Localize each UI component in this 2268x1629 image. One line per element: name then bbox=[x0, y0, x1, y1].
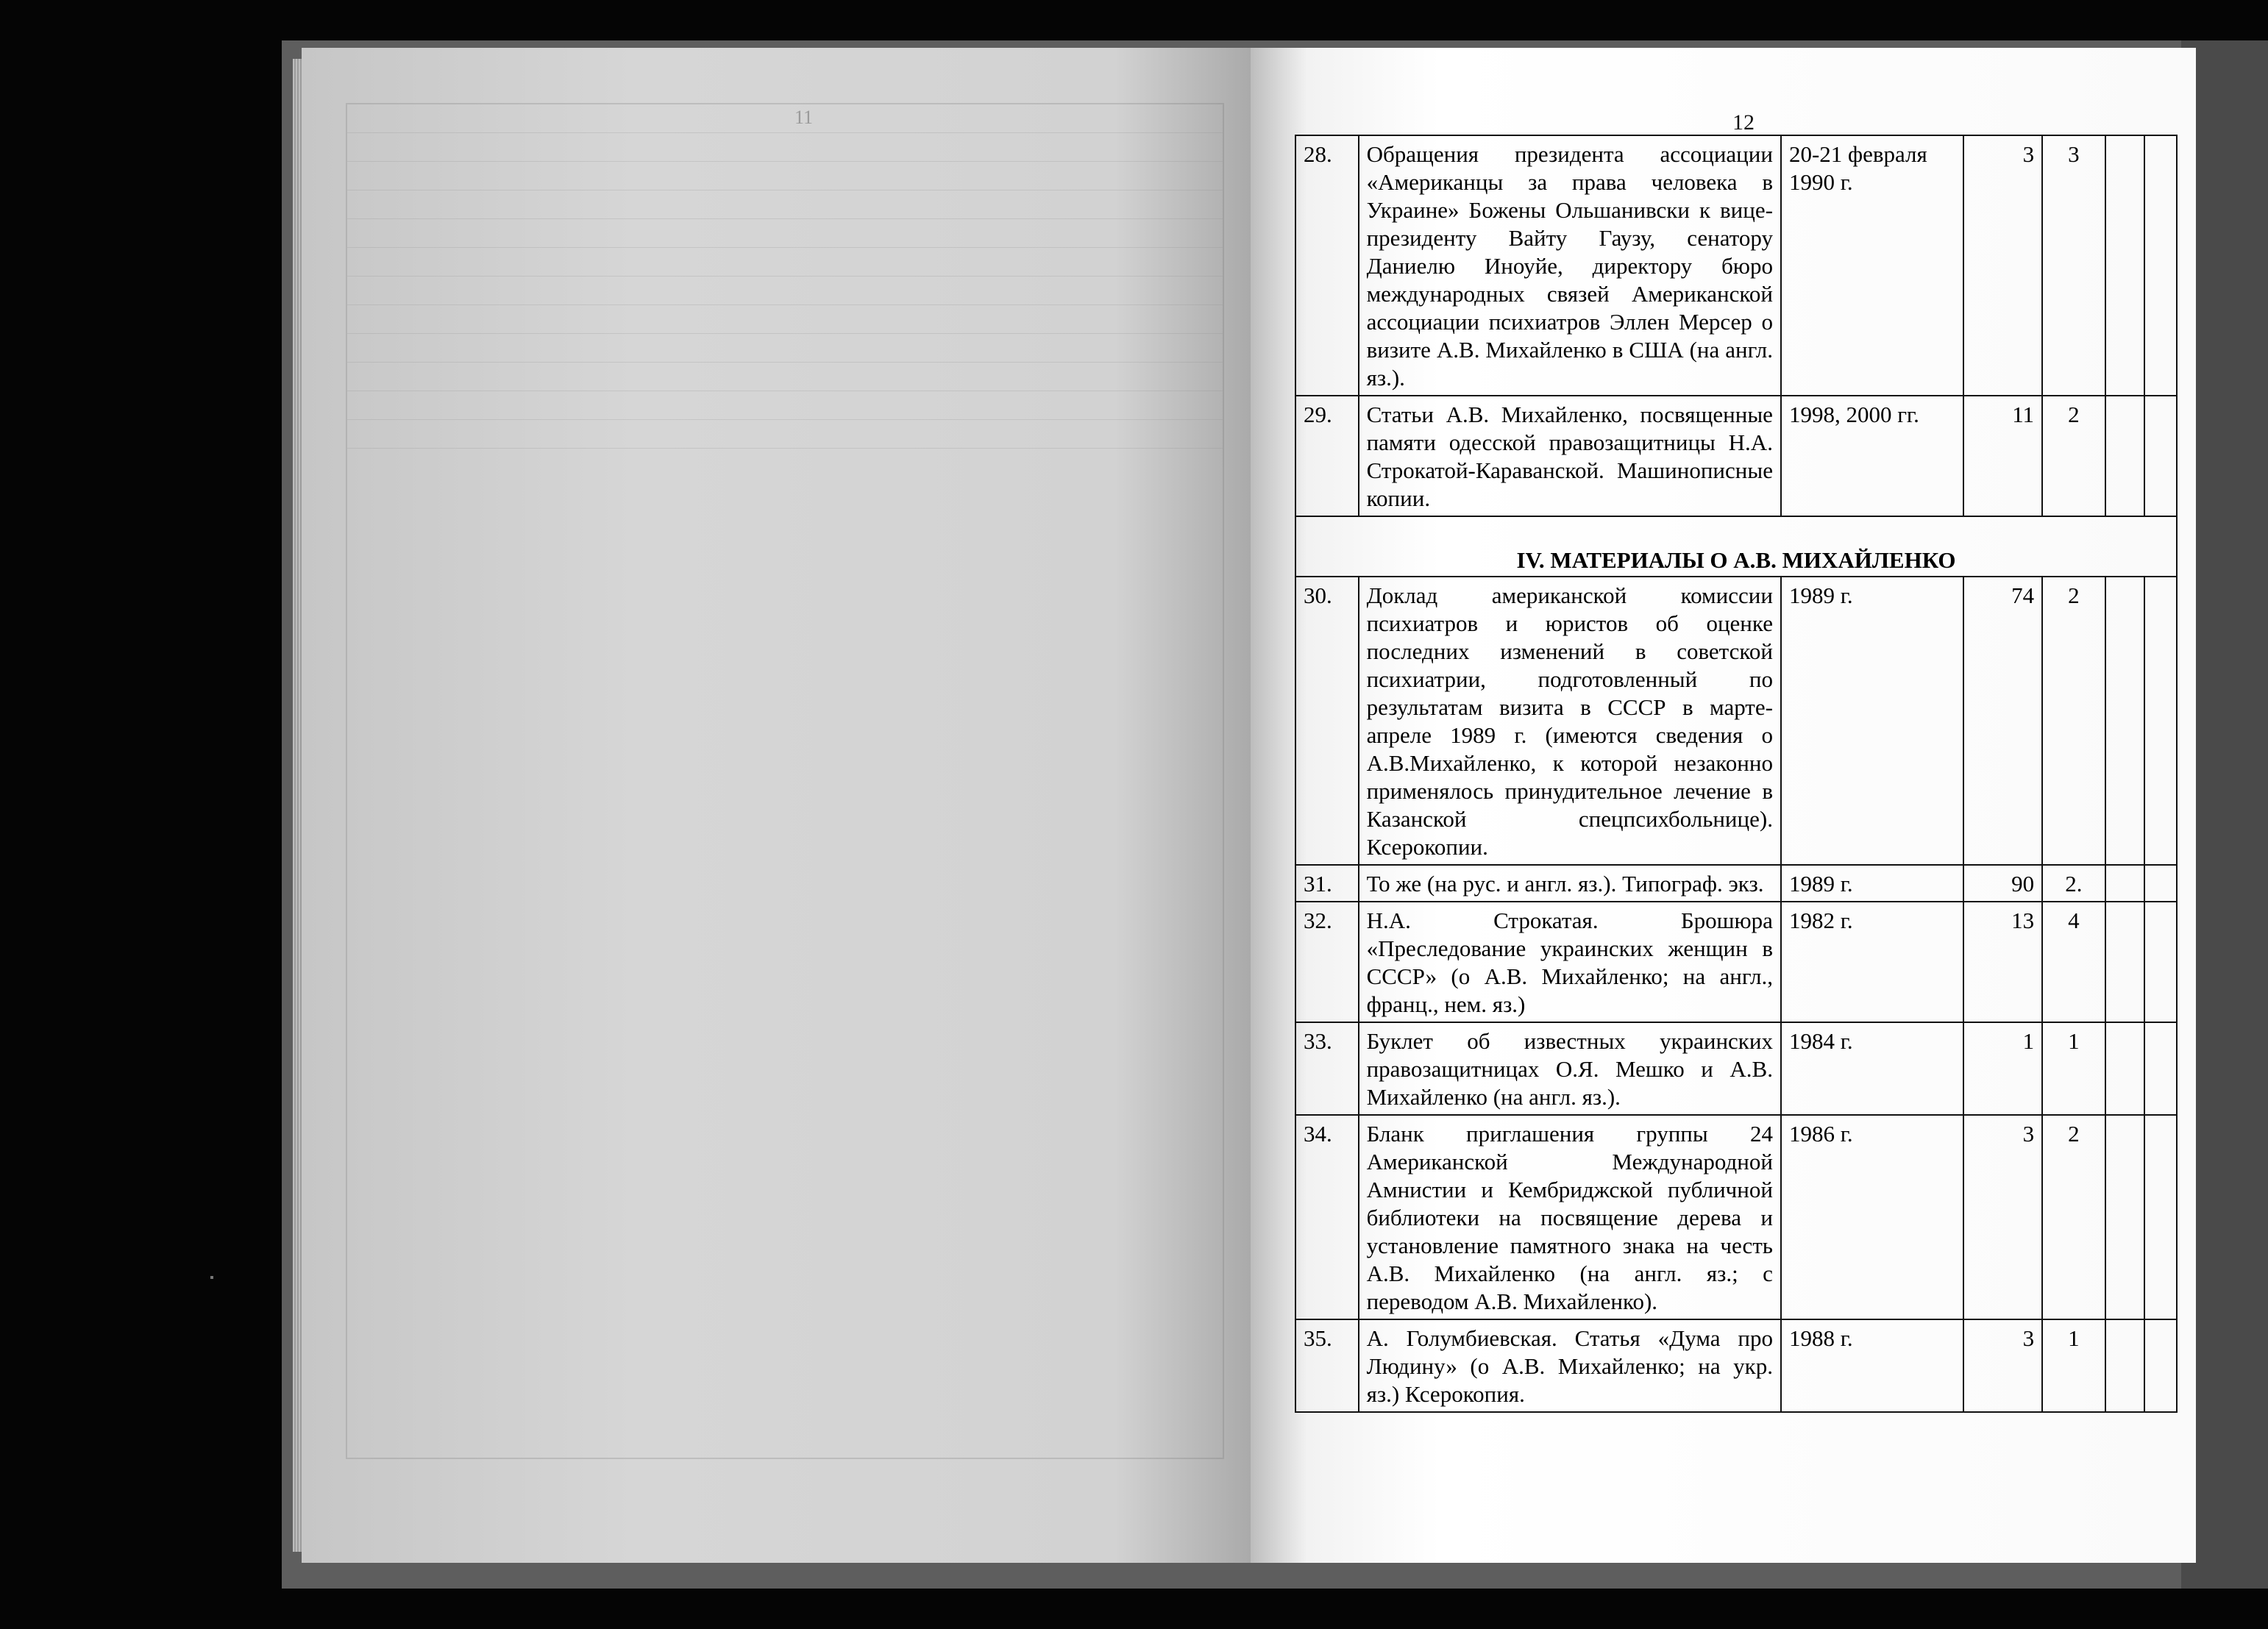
row-title: А. Голумбиевская. Статья «Дума про Людину» (о А.В. Михайленко; на укр. яз.) Ксерокопия. bbox=[1359, 1319, 1781, 1412]
row-number: 33. bbox=[1295, 1022, 1359, 1115]
row-title: Бланк приглашения группы 24 Американской Международной Амнистии и Кембриджской публичной библиотеки на посвящение дерева и установление памятного знака на честь А.В. Михайленко (на англ. яз.; с переводом А.В. Михайленко). bbox=[1359, 1115, 1781, 1319]
inventory-table bbox=[1295, 135, 2178, 1413]
row-empty-cell bbox=[2144, 865, 2177, 902]
section-heading: IV. МАТЕРИАЛЫ О А.В. МИХАЙЛЕНКО bbox=[1295, 516, 2177, 577]
row-title: Доклад американской комиссии психиатров и юристов об оценке последних изменений в советской психиатрии, подготовленный по результатам визита в СССР в марте-апреле 1989 г. (имеются сведения о А.В.Михайленко, к которой незаконно применялось принудительное лечение в Казанской спецпсихбольнице). Ксерокопии. bbox=[1359, 577, 1781, 865]
table-row bbox=[1295, 1022, 2177, 1115]
bleed-through-table bbox=[346, 103, 1224, 1459]
table-body-after bbox=[1295, 577, 2177, 1412]
row-empty-cell bbox=[2144, 396, 2177, 516]
table-row bbox=[1295, 577, 2177, 865]
row-number: 34. bbox=[1295, 1115, 1359, 1319]
table-body-before bbox=[1295, 135, 2177, 516]
row-number: 28. bbox=[1295, 135, 1359, 396]
table-row bbox=[1295, 396, 2177, 516]
row-date: 1986 г. bbox=[1781, 1115, 1963, 1319]
row-count: 2 bbox=[2042, 396, 2105, 516]
row-date: 1998, 2000 гг. bbox=[1781, 396, 1963, 516]
row-count: 1 bbox=[2042, 1022, 2105, 1115]
row-empty-cell bbox=[2144, 135, 2177, 396]
row-empty-cell bbox=[2144, 577, 2177, 865]
row-pages: 3 bbox=[1963, 1319, 2042, 1412]
row-pages: 13 bbox=[1963, 902, 2042, 1022]
row-empty-cell bbox=[2105, 902, 2144, 1022]
row-pages: 1 bbox=[1963, 1022, 2042, 1115]
section-header bbox=[1295, 516, 2177, 577]
row-count: 3 bbox=[2042, 135, 2105, 396]
row-pages: 3 bbox=[1963, 1115, 2042, 1319]
row-count: 2. bbox=[2042, 865, 2105, 902]
row-title: То же (на рус. и англ. яз.). Типограф. экз. bbox=[1359, 865, 1781, 902]
row-empty-cell bbox=[2105, 135, 2144, 396]
row-pages: 90 bbox=[1963, 865, 2042, 902]
row-title: Буклет об известных украинских правозащитницах О.Я. Мешко и А.В. Михайленко (на англ. яз.). bbox=[1359, 1022, 1781, 1115]
row-date: 1989 г. bbox=[1781, 577, 1963, 865]
row-count: 2 bbox=[2042, 1115, 2105, 1319]
row-number: 30. bbox=[1295, 577, 1359, 865]
row-title: Статьи А.В. Михайленко, посвященные памяти одесской правозащитницы Н.А. Строкатой-Караванской. Машинописные копии. bbox=[1359, 396, 1781, 516]
row-number: 29. bbox=[1295, 396, 1359, 516]
row-date: 1988 г. bbox=[1781, 1319, 1963, 1412]
row-date: 20-21 февраля 1990 г. bbox=[1781, 135, 1963, 396]
row-empty-cell bbox=[2105, 1115, 2144, 1319]
row-empty-cell bbox=[2144, 902, 2177, 1022]
row-empty-cell bbox=[2105, 1022, 2144, 1115]
row-pages: 3 bbox=[1963, 135, 2042, 396]
row-pages: 11 bbox=[1963, 396, 2042, 516]
row-empty-cell bbox=[2105, 396, 2144, 516]
row-count: 1 bbox=[2042, 1319, 2105, 1412]
table-row bbox=[1295, 865, 2177, 902]
row-number: 32. bbox=[1295, 902, 1359, 1022]
table-row bbox=[1295, 1319, 2177, 1412]
row-date: 1989 г. bbox=[1781, 865, 1963, 902]
table-row bbox=[1295, 902, 2177, 1022]
row-title: Н.А. Строкатая. Брошюра «Преследование украинских женщин в СССР» (о А.В. Михайленко; на англ., франц., нем. яз.) bbox=[1359, 902, 1781, 1022]
row-empty-cell bbox=[2144, 1022, 2177, 1115]
table-row bbox=[1295, 1115, 2177, 1319]
right-page-number: 12 bbox=[1732, 110, 1755, 135]
speck bbox=[210, 1276, 213, 1279]
row-empty-cell bbox=[2105, 577, 2144, 865]
row-title: Обращения президента ассоциации «Американцы за права человека в Украине» Божены Ольшанивски к вице-президенту Вайту Гаузу, сенатору Даниелю Иноуйе, директору бюро международных связей Американской ассоциации психиатров Эллен Мерсер о визите А.В. Михайленко в США (на англ. яз.). bbox=[1359, 135, 1781, 396]
row-date: 1982 г. bbox=[1781, 902, 1963, 1022]
row-count: 4 bbox=[2042, 902, 2105, 1022]
row-empty-cell bbox=[2144, 1115, 2177, 1319]
row-empty-cell bbox=[2144, 1319, 2177, 1412]
table-row bbox=[1295, 135, 2177, 396]
row-date: 1984 г. bbox=[1781, 1022, 1963, 1115]
row-empty-cell bbox=[2105, 865, 2144, 902]
row-number: 35. bbox=[1295, 1319, 1359, 1412]
row-pages: 74 bbox=[1963, 577, 2042, 865]
row-empty-cell bbox=[2105, 1319, 2144, 1412]
left-page-number: 11 bbox=[794, 107, 814, 128]
row-count: 2 bbox=[2042, 577, 2105, 865]
row-number: 31. bbox=[1295, 865, 1359, 902]
